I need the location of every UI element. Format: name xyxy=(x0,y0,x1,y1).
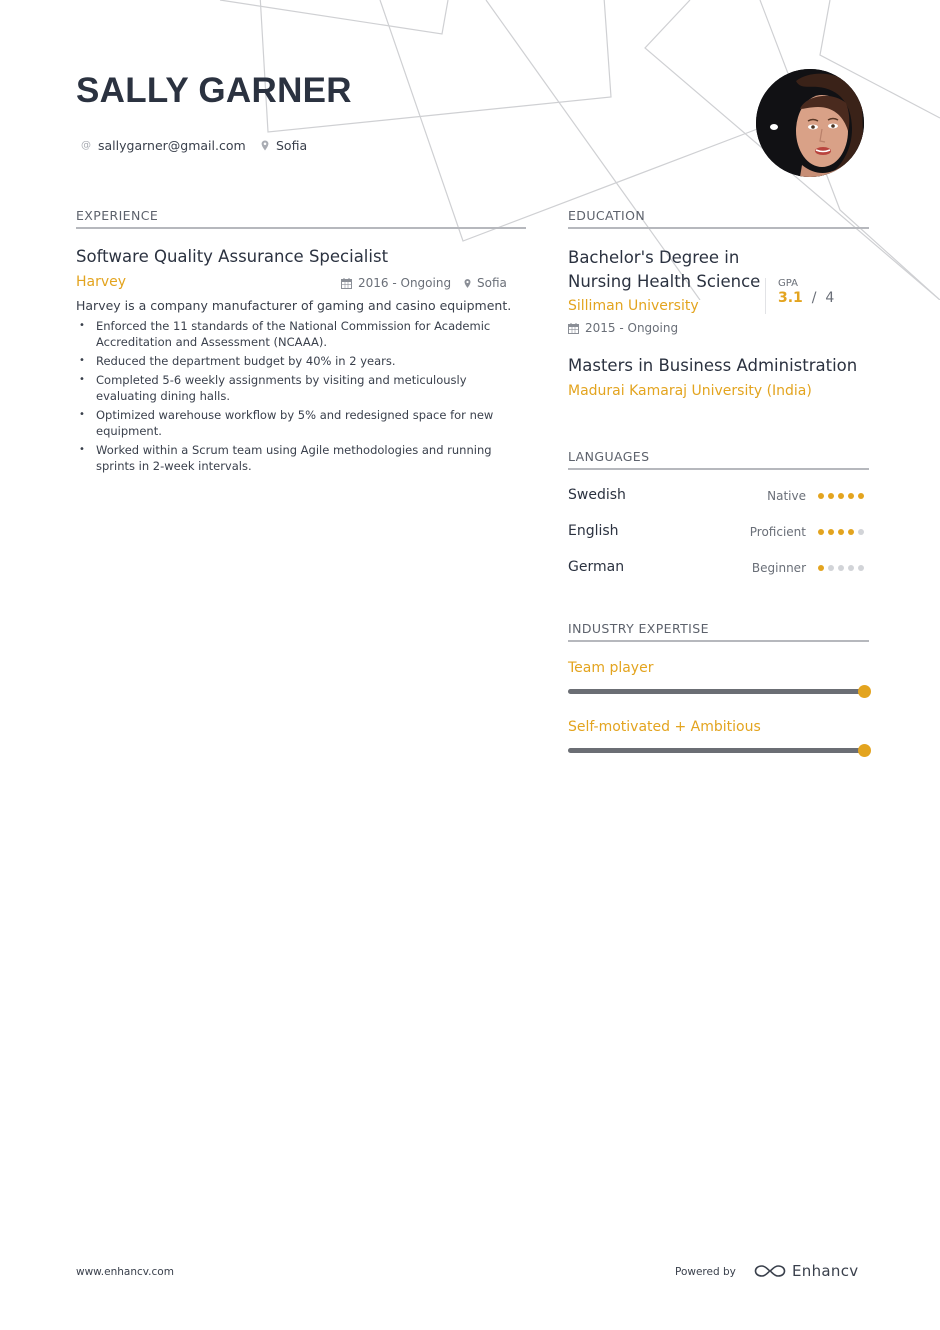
education-heading: EDUCATION xyxy=(568,208,646,223)
rating-dot xyxy=(818,493,824,499)
list-item: • Optimized warehouse workflow by 5% and redesigned space for new equipment. xyxy=(79,408,494,438)
company-name: Harvey xyxy=(76,274,127,290)
language-rating xyxy=(818,493,864,499)
language-row xyxy=(568,559,864,579)
rating-dot xyxy=(848,529,854,535)
rating-dot xyxy=(828,529,834,535)
rating-dot xyxy=(848,565,854,571)
languages-heading: LANGUAGES xyxy=(568,449,650,464)
rating-dot xyxy=(838,493,844,499)
education-dates-text: 2015 - Ongoing xyxy=(585,321,679,335)
rating-dot xyxy=(838,529,844,535)
achievement-list xyxy=(76,318,526,477)
skill-label: Self-motivated + Ambitious xyxy=(568,719,761,735)
list-item: • Reduced the department budget by 40% in 2 years. xyxy=(79,354,396,368)
rating-dot xyxy=(818,529,824,535)
skill-bar-knob xyxy=(858,744,871,757)
location-text: Sofia xyxy=(276,138,308,153)
degree-title: Masters in Business Administration xyxy=(568,356,858,375)
powered-by-label: Powered by xyxy=(675,1266,736,1278)
school-name: Silliman University xyxy=(568,298,699,314)
rating-dot xyxy=(848,493,854,499)
job-location-text: Sofia xyxy=(477,276,507,290)
expertise-heading: INDUSTRY EXPERTISE xyxy=(568,621,709,636)
language-level: Proficient xyxy=(749,525,806,539)
contact-location xyxy=(261,138,307,153)
brand-name: Enhancv xyxy=(792,1262,859,1280)
rating-dot xyxy=(828,493,834,499)
experience-heading: EXPERIENCE xyxy=(76,208,159,223)
list-item: • Worked within a Scrum team using Agile methodologies and running sprints in 2-week intervals. xyxy=(79,443,492,473)
calendar-icon xyxy=(568,323,579,334)
job-title: Software Quality Assurance Specialist xyxy=(76,247,389,266)
education-divider xyxy=(568,227,869,229)
company-description: Harvey is a company manufacturer of gaming and casino equipment. xyxy=(76,298,512,313)
list-item: • Completed 5-6 weekly assignments by visiting and meticulously evaluating dining halls. xyxy=(79,373,467,403)
location-pin-icon xyxy=(261,140,269,151)
calendar-icon xyxy=(341,278,352,289)
infinity-logo-icon xyxy=(754,1263,786,1279)
skill-bar-knob xyxy=(858,685,871,698)
footer-website-link[interactable]: www.enhancv.com xyxy=(76,1266,174,1278)
location-pin-icon xyxy=(464,278,471,289)
rating-dot xyxy=(858,529,864,535)
rating-dot xyxy=(858,493,864,499)
at-sign-icon: @ xyxy=(81,140,91,151)
job-dates-text: 2016 - Ongoing xyxy=(358,276,452,290)
language-name: English xyxy=(568,523,619,539)
language-name: Swedish xyxy=(568,487,626,503)
list-item: • Enforced the 11 standards of the National Commission for Academic Accreditation and Assessment (NCAAA). xyxy=(79,319,491,349)
rating-dot xyxy=(828,565,834,571)
language-rating xyxy=(818,529,864,535)
language-row xyxy=(568,523,864,543)
experience-divider xyxy=(76,227,526,229)
language-level: Native xyxy=(767,489,806,503)
skill-label: Team player xyxy=(568,660,654,676)
rating-dot xyxy=(818,565,824,571)
enhancv-logo[interactable] xyxy=(754,1262,858,1280)
email-text: sallygarner@gmail.com xyxy=(98,138,246,153)
language-row xyxy=(568,487,864,507)
school-name: Madurai Kamaraj University (India) xyxy=(568,383,812,399)
skill-bar xyxy=(568,748,864,753)
profile-photo xyxy=(756,69,864,177)
gpa-label: GPA xyxy=(778,278,798,289)
candidate-name: SALLY GARNER xyxy=(76,71,352,110)
language-level: Beginner xyxy=(751,561,806,575)
gpa-max: 4 xyxy=(825,290,835,306)
job-dates xyxy=(341,276,451,290)
job-location xyxy=(464,276,507,290)
gpa-value: 3.1 / 4 xyxy=(778,290,835,306)
gpa-score: 3.1 xyxy=(778,290,803,306)
contact-email[interactable] xyxy=(81,138,246,153)
language-rating xyxy=(818,565,864,571)
skill-bar-fill xyxy=(568,689,864,694)
gpa-block xyxy=(765,278,834,314)
skill-bar xyxy=(568,689,864,694)
degree-title: Bachelor's Degree in Nursing Health Science xyxy=(568,248,761,291)
rating-dot xyxy=(838,565,844,571)
languages-divider xyxy=(568,468,869,470)
skill-bar-fill xyxy=(568,748,864,753)
education-dates xyxy=(568,321,678,335)
rating-dot xyxy=(858,565,864,571)
language-name: German xyxy=(568,559,625,575)
expertise-divider xyxy=(568,640,869,642)
